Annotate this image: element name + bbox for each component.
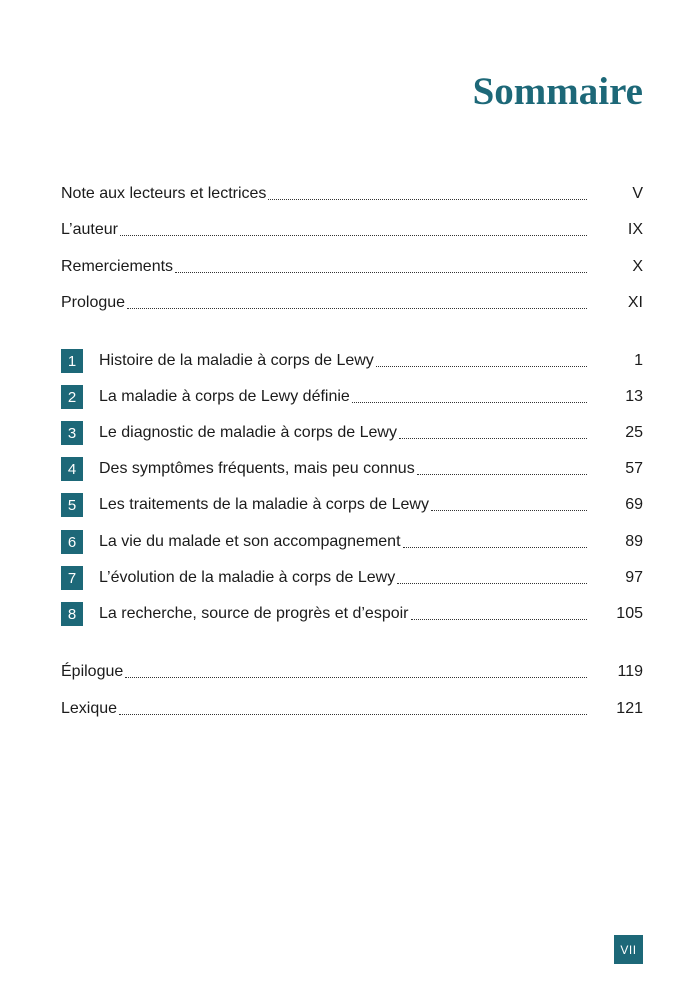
toc-entry-page: 25 [625, 424, 643, 441]
toc-entry-epilogue[interactable] [61, 659, 643, 685]
dot-leader [397, 582, 587, 584]
toc-entry-page: 89 [625, 533, 643, 550]
toc-entry-page: X [632, 258, 643, 275]
toc-entry-page: V [632, 185, 643, 202]
toc-entry-label: Des symptômes fréquents, mais peu connus [99, 460, 415, 477]
toc-chapter-7[interactable] [61, 565, 643, 591]
dot-leader [175, 271, 587, 273]
toc-entry-lexique[interactable] [61, 696, 643, 722]
toc-entry-label: Les traitements de la maladie à corps de Lewy [99, 496, 429, 513]
toc-entry-note[interactable] [61, 181, 643, 207]
dot-leader [119, 713, 587, 715]
toc-entry-label: Remerciements [61, 258, 174, 275]
toc-entry-page: 121 [616, 700, 643, 717]
dot-leader [120, 234, 587, 236]
chapter-number-badge: 6 [61, 530, 83, 554]
toc-chapter-4[interactable] [61, 456, 643, 482]
toc-entry-page: 57 [625, 460, 643, 477]
toc-chapter-3[interactable] [61, 420, 643, 446]
toc-entry-page: IX [627, 221, 643, 238]
toc-entry-label: Épilogue [61, 663, 124, 680]
toc-entry-page: 1 [634, 352, 643, 369]
toc-entry-label: Prologue [61, 294, 126, 311]
toc-entry-auteur[interactable] [61, 217, 643, 243]
toc-entry-page: 13 [625, 388, 643, 405]
dot-leader [403, 546, 587, 548]
toc-entry-page: XI [627, 294, 643, 311]
toc-entry-label: Histoire de la maladie à corps de Lewy [99, 352, 374, 369]
dot-leader [399, 437, 587, 439]
dot-leader [417, 473, 587, 475]
toc-entry-label: La maladie à corps de Lewy définie [99, 388, 350, 405]
chapter-number-badge: 4 [61, 457, 83, 481]
toc-entry-label: Note aux lecteurs et lectrices [61, 185, 267, 202]
toc-entry-label: Le diagnostic de maladie à corps de Lewy [99, 424, 397, 441]
toc-entry-label: La recherche, source de progrès et d’espoir [99, 605, 409, 622]
dot-leader [352, 401, 587, 403]
page-number-badge: VII [614, 935, 643, 964]
toc-entry-label: L’auteur [61, 221, 118, 238]
toc-entry-page: 105 [616, 605, 643, 622]
chapter-number-badge: 5 [61, 493, 83, 517]
toc-chapter-6[interactable] [61, 529, 643, 555]
toc-entry-page: 69 [625, 496, 643, 513]
dot-leader [127, 307, 587, 309]
toc-chapter-2[interactable] [61, 384, 643, 410]
dot-leader [268, 198, 587, 200]
toc-chapter-1[interactable] [61, 348, 643, 374]
toc-entry-page: 119 [617, 663, 643, 680]
dot-leader [411, 618, 587, 620]
chapter-number-badge: 3 [61, 421, 83, 445]
toc-entry-prologue[interactable] [61, 290, 643, 316]
chapter-number-badge: 1 [61, 349, 83, 373]
toc-chapter-5[interactable] [61, 492, 643, 518]
dot-leader [125, 676, 587, 678]
toc-entry-remerciements[interactable] [61, 254, 643, 280]
chapter-number-badge: 2 [61, 385, 83, 409]
toc-entry-label: Lexique [61, 700, 118, 717]
dot-leader [431, 509, 587, 511]
toc-chapter-8[interactable] [61, 601, 643, 627]
page-title: Sommaire [472, 70, 643, 113]
toc-entry-label: L’évolution de la maladie à corps de Lewy [99, 569, 396, 586]
toc-entry-label: La vie du malade et son accompagnement [99, 533, 401, 550]
toc-entry-page: 97 [625, 569, 643, 586]
chapter-number-badge: 7 [61, 566, 83, 590]
chapter-number-badge: 8 [61, 602, 83, 626]
dot-leader [376, 365, 587, 367]
